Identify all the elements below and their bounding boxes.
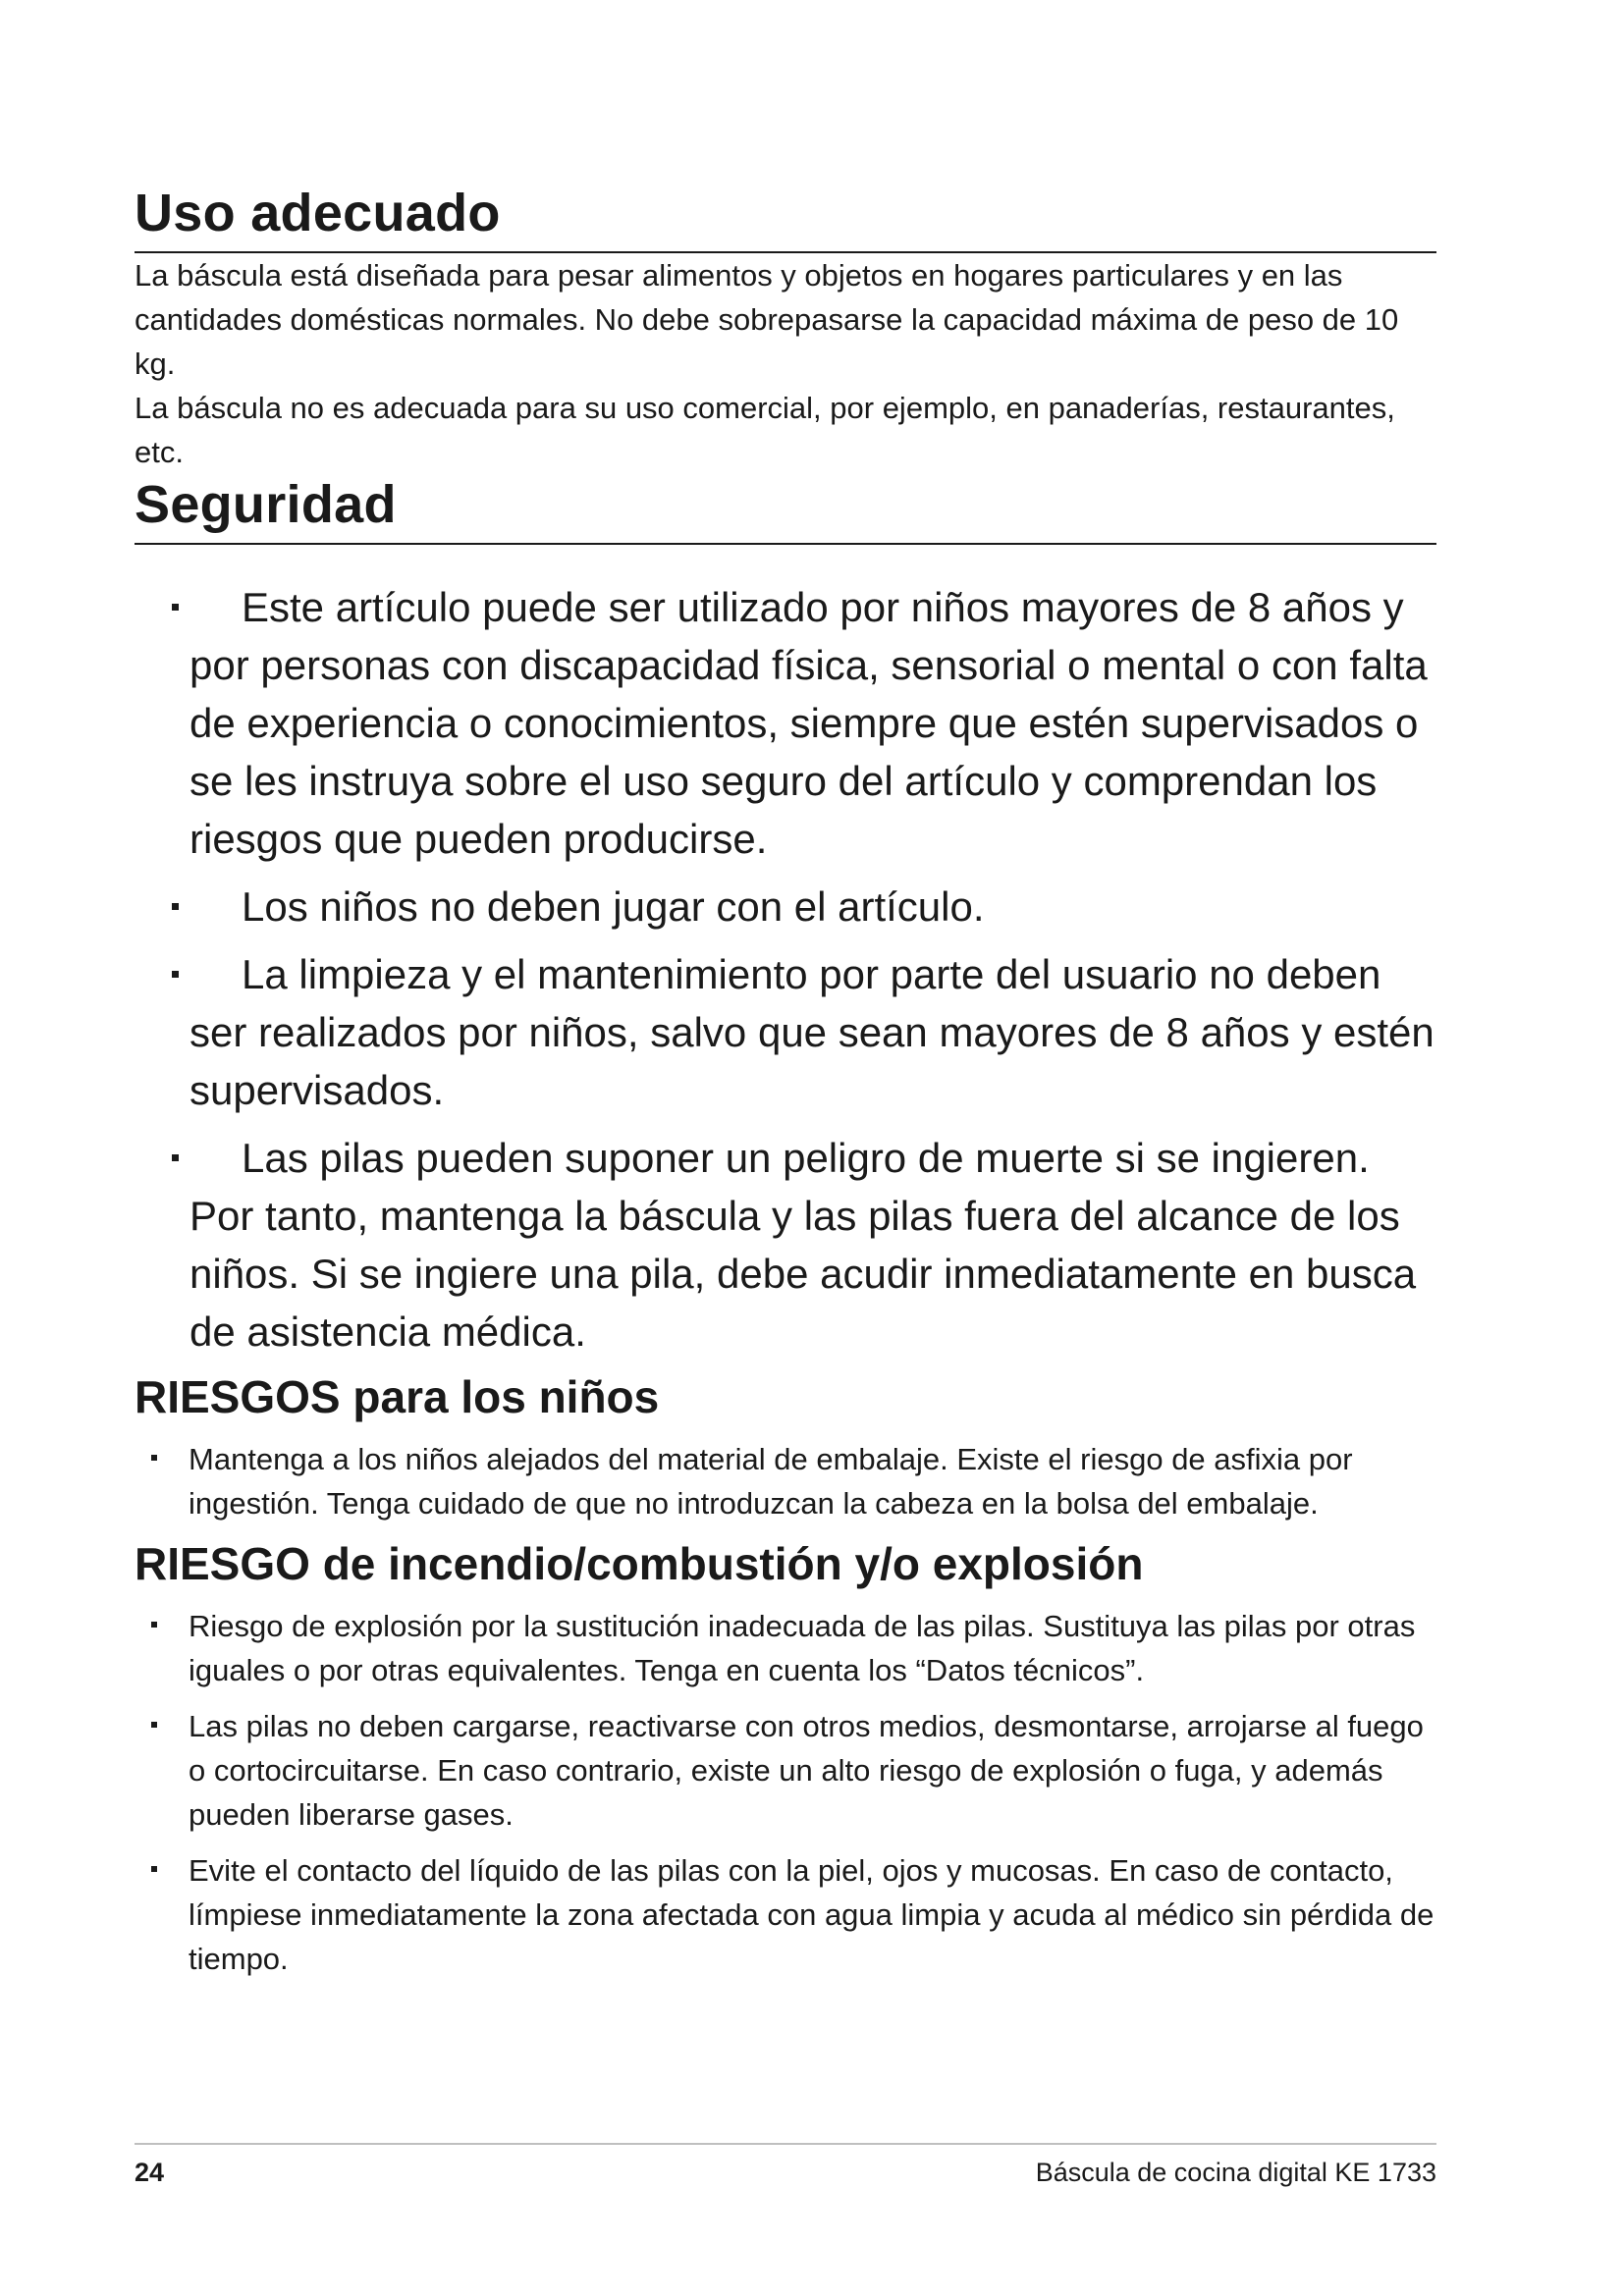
list-item-text: Mantenga a los niños alejados del material de embalaje. Existe el riesgo de asfixia por ingestión. Tenga cuidado de que no introduzcan la cabeza en la bolsa del embalaje.: [189, 1442, 1353, 1521]
list-item-text: Las pilas no deben cargarse, reactivarse con otros medios, desmontarse, arrojarse al fuego o cortocircuitarse. En caso contrario, existe un alto riesgo de explosión o fuga, y además pueden liberarse gases.: [189, 1709, 1424, 1832]
list-item: [135, 1704, 1436, 1837]
bullet-square-icon: [151, 1866, 157, 1872]
list-item-text: Evite el contacto del líquido de las pilas con la piel, ojos y mucosas. En caso de contacto, límpiese inmediatamente la zona afectada con agua limpia y acuda al médico sin pérdida de tiempo.: [189, 1853, 1435, 1976]
bullet-square-icon: [151, 1722, 157, 1728]
list-item: [135, 1848, 1436, 1981]
seguridad-heading: Seguridad: [135, 474, 1436, 545]
list-item-text: Los niños no deben jugar con el artículo.: [242, 883, 985, 930]
riesgo-incendio-list: [135, 1604, 1436, 1981]
riesgo-incendio-heading: RIESGO de incendio/combustión y/o explosión: [135, 1538, 1144, 1589]
bullet-square-icon: [172, 1154, 179, 1161]
list-item-text: Riesgo de explosión por la sustitución inadecuada de las pilas. Sustituya las pilas por otras iguales o por otras equivalentes. Tenga en cuenta los “Datos técnicos”.: [189, 1609, 1416, 1687]
page-content: [135, 183, 1436, 1993]
list-item: [135, 1129, 1436, 1361]
page-number: 24: [135, 2158, 165, 2187]
list-item-text: Las pilas pueden suponer un peligro de muerte si se ingieren. Por tanto, mantenga la báscula y las pilas fuera del alcance de los niños. Si se ingiere una pila, debe acudir inmediatamente en busca de asistencia médica.: [189, 1135, 1417, 1355]
list-item: [135, 945, 1436, 1119]
uso-paragraph-2: La báscula no es adecuada para su uso comercial, por ejemplo, en panaderías, restaurantes, etc.: [135, 391, 1395, 469]
riesgos-ninos-list: [135, 1437, 1436, 1525]
list-item: [135, 1604, 1436, 1692]
bullet-square-icon: [151, 1622, 157, 1628]
bullet-square-icon: [172, 971, 179, 978]
uso-paragraph-1: La báscula está diseñada para pesar alimentos y objetos en hogares particulares y en las cantidades domésticas normales. No debe sobrepasarse la capacidad máxima de peso de 10 kg.: [135, 258, 1399, 381]
list-item: [135, 878, 1436, 935]
seguridad-list: [135, 578, 1436, 1361]
list-item: [135, 578, 1436, 868]
bullet-square-icon: [151, 1455, 157, 1461]
footer-document-title: Báscula de cocina digital KE 1733: [1035, 2158, 1436, 2187]
bullet-square-icon: [172, 903, 179, 910]
list-item-text: Este artículo puede ser utilizado por niños mayores de 8 años y por personas con discapacidad física, sensorial o mental o con falta de experiencia o conocimientos, siempre que estén supervisados o se les instruya sobre el uso seguro del artículo y comprendan los riesgos que pueden producirse.: [189, 584, 1428, 862]
uso-adecuado-heading: Uso adecuado: [135, 183, 1436, 253]
list-item: [135, 1437, 1436, 1525]
riesgos-ninos-heading: RIESGOS para los niños: [135, 1371, 660, 1422]
list-item-text: La limpieza y el mantenimiento por parte del usuario no deben ser realizados por niños, salvo que sean mayores de 8 años y estén supervisados.: [189, 951, 1435, 1113]
footer-divider: [135, 2143, 1436, 2145]
bullet-square-icon: [172, 604, 179, 611]
